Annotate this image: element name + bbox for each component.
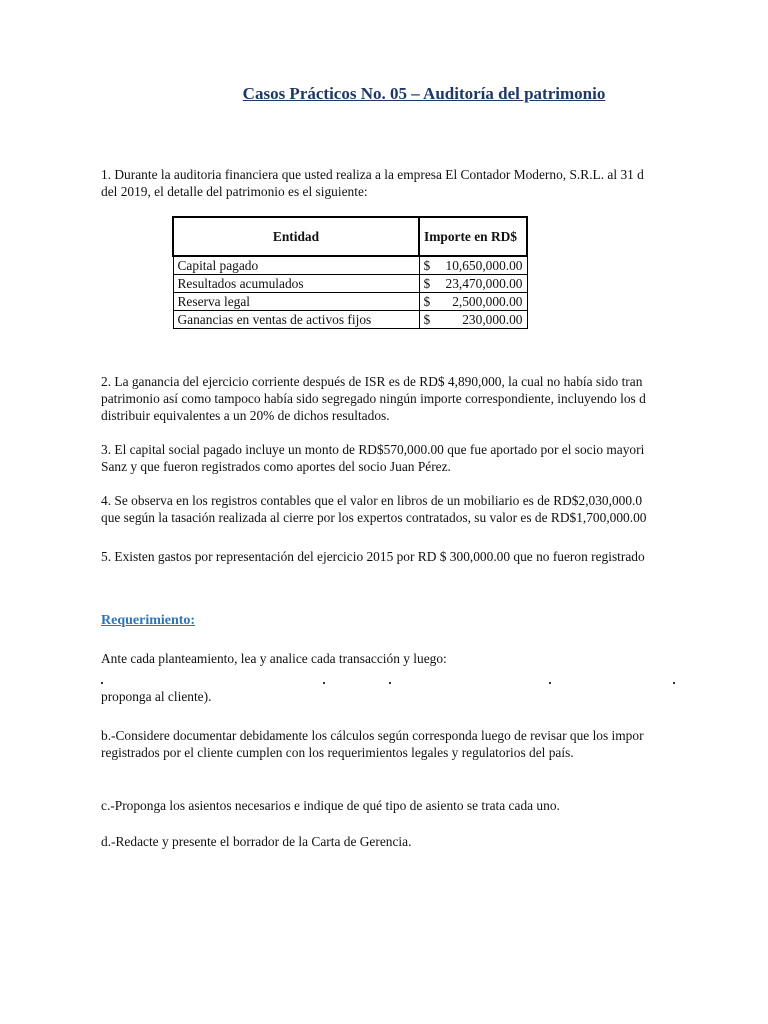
clipped-line-remnant [101,682,675,686]
paragraph-1 [101,166,675,200]
currency-symbol: $ [423,311,431,327]
row-value [419,293,527,311]
currency-symbol: $ [423,257,431,273]
amount: 230,000.00 [462,311,523,327]
item-a [101,688,675,705]
item-c [101,797,675,814]
paragraph-1-line: 1. Durante la auditoria financiera que usted realiza a la empresa El Contador Moderno, S.R.L. al 31 d [101,167,644,182]
table-row [173,256,527,275]
paragraph-4-line: 4. Se observa en los registros contables que el valor en libros de un mobiliario es de RD$2,030,000.0 [101,493,643,508]
row-value [419,275,527,293]
document-title: Casos Prácticos No. 05 – Auditoría del patrimonio [242,84,606,103]
amount: 2,500,000.00 [452,293,523,309]
item-c-line: c.-Proponga los asientos necesarios e indique de qué tipo de asiento se trata cada uno. [101,798,560,813]
currency-symbol: $ [423,293,431,309]
paragraph-3-line: Sanz y que fueron registrados como aportes del socio Juan Pérez. [101,459,451,474]
instructions-intro-line: Ante cada planteamiento, lea y analice cada transacción y luego: [101,651,447,666]
row-label: Ganancias en ventas de activos fijos [173,311,419,329]
paragraph-2 [101,373,675,424]
column-header-importe: Importe en RD$ [419,217,527,256]
row-value [419,256,527,275]
table-row [173,311,527,329]
paragraph-3-line: 3. El capital social pagado incluye un monto de RD$570,000.00 que fue aportado por el socio mayori [101,442,645,457]
paragraph-2-line: patrimonio así como tampoco había sido segregado ningún importe correspondiente, incluyendo los d [101,391,646,406]
row-label: Capital pagado [173,256,419,275]
item-b [101,727,675,761]
amount: 10,650,000.00 [445,257,523,273]
paragraph-1-line: del 2019, el detalle del patrimonio es el siguiente: [101,184,368,199]
paragraph-4-line: que según la tasación realizada al cierre por los expertos contratados, su valor es de RD$1,700,000.00 [101,510,647,525]
row-label: Resultados acumulados [173,275,419,293]
row-label: Reserva legal [173,293,419,311]
instructions-intro [101,650,675,667]
paragraph-4 [101,492,675,526]
amount: 23,470,000.00 [445,275,523,291]
item-a-line: proponga al cliente). [101,689,212,704]
paragraph-2-line: distribuir equivalentes a un 20% de dichos resultados. [101,408,390,423]
item-b-line: registrados por el cliente cumplen con los requerimientos legales y regulatorios del país. [101,745,574,760]
row-value [419,311,527,329]
equity-table [172,216,528,329]
currency-symbol: $ [423,275,431,291]
table-header-row [173,217,527,256]
paragraph-2-line: 2. La ganancia del ejercicio corriente después de ISR es de RD$ 4,890,000, la cual no había sido tran [101,374,643,389]
item-d-line: d.-Redacte y presente el borrador de la Carta de Gerencia. [101,834,412,849]
item-b-line: b.-Considere documentar debidamente los cálculos según corresponda luego de revisar que los impor [101,728,644,743]
requerimiento-heading: Requerimiento: [101,613,196,628]
table-row [173,293,527,311]
column-header-entidad: Entidad [173,217,419,256]
paragraph-3 [101,441,675,475]
paragraph-5-line: 5. Existen gastos por representación del ejercicio 2015 por RD $ 300,000.00 que no fueron registrado [101,549,645,564]
table-row [173,275,527,293]
item-d [101,833,675,850]
paragraph-5 [101,548,675,565]
